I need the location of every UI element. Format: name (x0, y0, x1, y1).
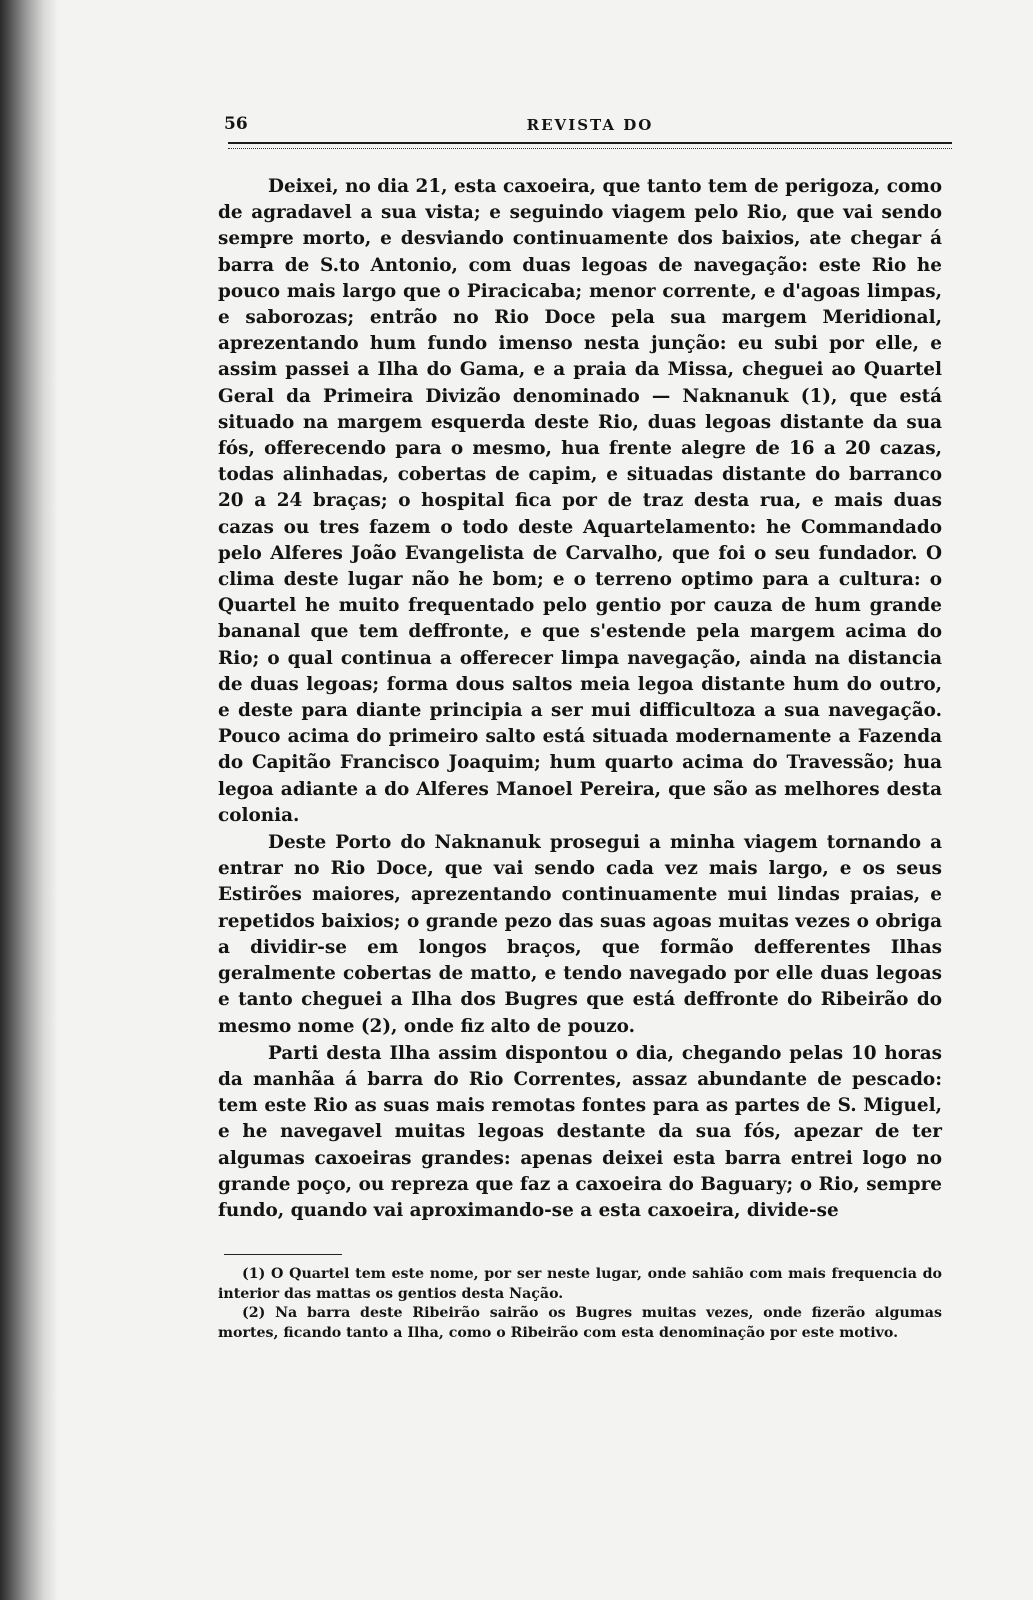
paragraph: Parti desta Ilha assim dispontou o dia, chegando pelas 10 horas da manhãa á barra do Rio Correntes, assaz abundante de pescado: tem este Rio as suas mais remotas fontes para as partes de S. Miguel, e he navegavel muitas legoas destante da sua fós, apezar de ter algumas caxoeiras grandes: apenas deixei esta barra entrei logo no grande poço, ou repreza que faz a caxoeira do Baguary; o Rio, sempre fundo, quando vai aproximando-se a esta caxoeira, divide-se (218, 1042, 942, 1221)
header-rule (228, 142, 952, 149)
footnote: (2) Na barra deste Ribeirão sairão os Bugres muitas vezes, onde fizerão algumas mortes, ficando tanto a Ilha, como o Ribeirão com esta denominação por este motivo. (218, 1305, 942, 1341)
footnote: (1) O Quartel tem este nome, por ser neste lugar, onde sahião com mais frequencia do interior das mattas os gentios desta Nação. (218, 1266, 942, 1302)
book-page (218, 100, 942, 1344)
body-text (218, 174, 942, 1224)
paragraph: Deste Porto do Naknanuk prosegui a minha viagem tornando a entrar no Rio Doce, que vai sendo cada vez mais largo, e os seus Estirões maiores, aprezentando continuamente mui lindas praias, e repetidos baixios; o grande pezo das suas agoas muitas vezes o obriga a dividir-se em longos braços, que formão defferentes Ilhas geralmente cobertas de matto, e tendo navegado por elle duas legoas e tanto cheguei a Ilha dos Bugres que está deffronte do Ribeirão do mesmo nome (2), onde fiz alto de pouzo. (218, 832, 942, 1037)
book-binding-shadow (0, 0, 58, 1600)
paragraph: Deixei, no dia 21, esta caxoeira, que tanto tem de perigoza, como de agradavel a sua vista; e seguindo viagem pelo Rio, que vai sendo sempre morto, e desviando continuamente dos baixios, ate chegar á barra de S.to Antonio, com duas legoas de navegação: este Rio he pouco mais largo que o Piracicaba; menor corrente, e d'agoas limpas, e saborozas; entrão no Rio Doce pela sua margem Meridional, aprezentando hum fundo imenso nesta junção: eu subi por elle, e assim passei a Ilha do Gama, e a praia da Missa, cheguei ao Quartel Geral da Primeira Divizão denominado — Naknanuk (1), que está situado na margem esquerda deste Rio, duas legoas distante da sua fós, offerecendo para o mesmo, hua frente alegre de 16 a 20 cazas, todas alinhadas, cobertas de capim, e situadas distante do barranco 20 a 24 braças; o hospital fica por de traz desta rua, e mais duas cazas ou tres fazem o todo deste Aquartelamento: he Commandado pelo Alferes João Evangelista de Carvalho, que foi o seu fundador. O clima deste lugar não he bom; e o terreno optimo para a cultura: o Quartel he muito frequentado pelo gentio por cauza de hum grande bananal que tem deffronte, e que s'estende pela margem acima do Rio; o qual continua a offerecer limpa navegação, ainda na distancia de duas legoas; forma dous saltos meia legoa distante hum do outro, e deste para diante principia a ser mui difficultoza a sua navegação. Pouco acima do primeiro salto está situada modernamente a Fazenda do Capitão Francisco Joaquim; hum quarto acima do Travessão; hua legoa adiante a do Alferes Manoel Pereira, que são as melhores desta colonia. (218, 176, 942, 826)
page-number: 56 (224, 114, 248, 134)
page-header (218, 100, 942, 136)
footnote-rule (224, 1254, 342, 1255)
footnotes (218, 1265, 942, 1343)
running-title: REVISTA DO (526, 116, 654, 134)
